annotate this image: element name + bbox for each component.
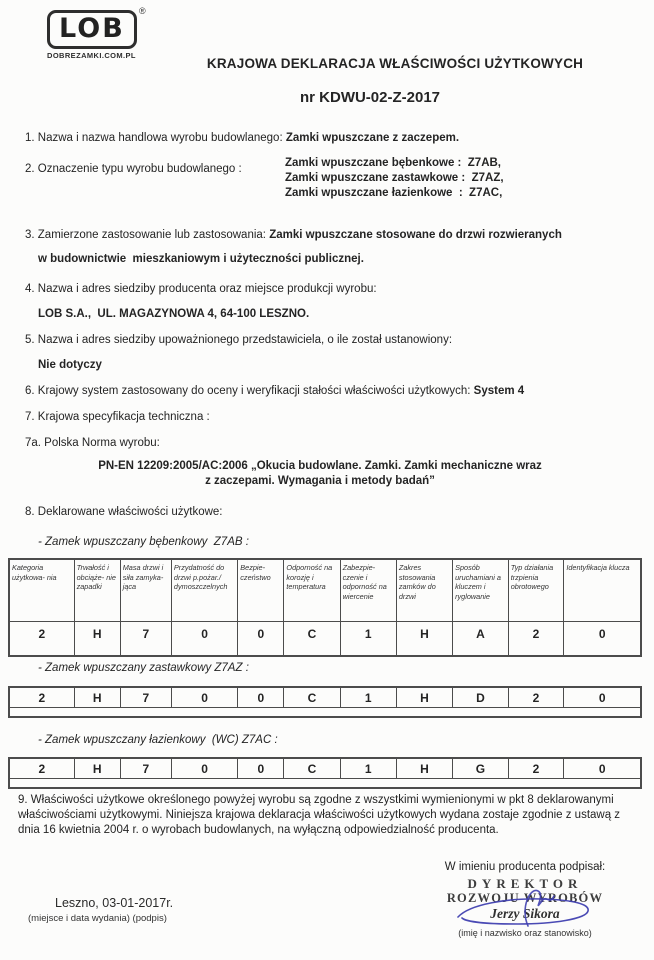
header-cell: Identyfikacja klucza — [564, 559, 641, 622]
header-cell: Bezpie- czeństwo — [238, 559, 284, 622]
item-6-value: System 4 — [473, 385, 525, 397]
value-cell: 1 — [340, 622, 396, 657]
value-cell: H — [74, 622, 120, 657]
performance-table-z7ac — [8, 757, 642, 789]
value-cell: C — [284, 687, 340, 708]
table-value-row — [9, 687, 641, 708]
signature-flourish — [525, 891, 554, 926]
value-cell: 2 — [508, 622, 564, 657]
signatory-name: Jerzy Sikora — [490, 906, 560, 921]
signature-heading: W imieniu producenta podpisał: — [444, 861, 606, 873]
item-3-label: 3. Zamierzone zastosowanie lub zastosowania: — [25, 229, 270, 241]
header-cell: Masa drzwi i siła zamyka- jąca — [120, 559, 171, 622]
value-cell: 0 — [564, 687, 641, 708]
value-cell: H — [396, 687, 452, 708]
table-value-row — [9, 622, 641, 657]
value-cell: D — [453, 687, 509, 708]
place-and-date: Leszno, 03-01-2017r. — [55, 896, 174, 910]
signature-loop — [458, 899, 588, 924]
header-cell: Odporność na korozję i temperatura — [284, 559, 340, 622]
item-8-label: 8. Deklarowane właściwości użytkowe: — [25, 506, 223, 518]
document-number: nr KDWU-02-Z-2017 — [299, 89, 441, 106]
value-cell: 1 — [340, 758, 396, 779]
value-cell: 7 — [120, 687, 171, 708]
table-bottom-strip — [9, 779, 641, 789]
item-5-value: Nie dotyczy — [38, 359, 102, 371]
value-cell: 2 — [508, 758, 564, 779]
value-cell: 2 — [9, 622, 74, 657]
item-4-value: LOB S.A., UL. MAGAZYNOWA 4, 64-100 LESZNO. — [38, 308, 310, 320]
item-6-label: 6. Krajowy system zastosowany do oceny i weryfikacji stałości właściwości użytkowych: — [25, 385, 474, 397]
table-caption-z7ab: - Zamek wpuszczany bębenkowy Z7AB : — [38, 536, 249, 548]
value-cell: 2 — [9, 687, 74, 708]
item-2-label: 2. Oznaczenie typu wyrobu budowlanego : — [25, 163, 242, 175]
stamp-title-line: DYREKTOR — [467, 876, 583, 891]
header-cell: Zakres stosowania zamków do drzwi — [396, 559, 452, 622]
value-cell: 0 — [238, 687, 284, 708]
place-date-caption: (miejsce i data wydania) (podpis) — [28, 913, 167, 924]
value-cell: 0 — [171, 758, 237, 779]
performance-table-z7ab — [8, 558, 642, 657]
value-cell: 7 — [120, 758, 171, 779]
value-cell: 1 — [340, 687, 396, 708]
header-cell: Typ działania trzpienia obrotowego — [508, 559, 564, 622]
lob-logo-box — [47, 10, 137, 49]
item-6 — [25, 384, 524, 399]
item-4-label: 4. Nazwa i adres siedziby producenta oraz miejsce produkcji wyrobu: — [25, 283, 377, 295]
value-cell: 0 — [564, 622, 641, 657]
logo-tagline: DOBREZAMKI.COM.PL — [47, 51, 136, 60]
item-3 — [25, 228, 562, 243]
header-cell: Przydatność do drzwi p.pożar./ dymoszczelnych — [171, 559, 237, 622]
value-cell: 2 — [9, 758, 74, 779]
table-caption-z7ac: - Zamek wpuszczany łazienkowy (WC) Z7AC : — [38, 734, 278, 746]
stamp-title-line: ROZWOJU WYROBÓW — [446, 891, 604, 905]
header-cell: Trwałość i obciąże- nie zapadki — [74, 559, 120, 622]
item-2-type-line: Zamki wpuszczane bębenkowe : Z7AB, — [285, 157, 501, 169]
header-cell: Sposób uruchamiani a kluczem i ryglowanie — [453, 559, 509, 622]
value-cell: 7 — [120, 622, 171, 657]
registered-trademark-icon: ® — [139, 6, 146, 16]
table-caption-z7az: - Zamek wpuszczany zastawkowy Z7AZ : — [38, 662, 249, 674]
item-2-type-line: Zamki wpuszczane zastawkowe : Z7AZ, — [285, 172, 504, 184]
value-cell: C — [284, 758, 340, 779]
item-1-value: Zamki wpuszczane z zaczepem. — [285, 132, 460, 144]
item-2-type-list — [285, 156, 504, 201]
product-norm — [60, 459, 580, 489]
item-7a-label: 7a. Polska Norma wyrobu: — [25, 437, 160, 449]
header-cell: Kategoria użytkowa- nia — [9, 559, 74, 622]
value-cell: 2 — [508, 687, 564, 708]
header-cell: Zabezpie- czenie i odporność na wiercenie — [340, 559, 396, 622]
table-value-row — [9, 758, 641, 779]
document-title: KRAJOWA DEKLARACJA WŁAŚCIWOŚCI UŻYTKOWYCH — [206, 56, 584, 71]
item-7-label: 7. Krajowa specyfikacja techniczna : — [25, 411, 210, 423]
value-cell: 0 — [564, 758, 641, 779]
value-cell: H — [396, 622, 452, 657]
value-cell: A — [453, 622, 509, 657]
value-cell: C — [284, 622, 340, 657]
value-cell: H — [74, 687, 120, 708]
norm-line-1: PN-EN 12209:2005/AC:2006 „Okucia budowlane. Zamki. Zamki mechaniczne wraz — [98, 460, 542, 472]
table-bottom-strip — [9, 708, 641, 718]
value-cell: 0 — [171, 622, 237, 657]
performance-table-z7az — [8, 686, 642, 718]
item-1 — [25, 131, 459, 146]
item-9-declaration: 9. Właściwości użytkowe określonego powyżej wyrobu są zgodne z wszystkimi wymienionymi w pkt 8 deklarowanymi właściwościami użytkowymi. Niniejsza krajowa deklaracja właściwości użytkowych wydana zostaje zgodnie z ustawą z dnia 16 kwietnia 2004 r. o wyrobach budowlanych, na wyłączną odpowiedzialność producenta. — [18, 794, 621, 836]
value-cell: G — [453, 758, 509, 779]
value-cell: 0 — [171, 687, 237, 708]
item-3-value: Zamki wpuszczane stosowane do drzwi rozwieranych — [269, 229, 562, 241]
lob-logo — [47, 6, 167, 60]
signature-caption: (imię i nazwisko oraz stanowisko) — [458, 928, 592, 938]
value-cell: 0 — [238, 622, 284, 657]
item-3-value-line2: w budownictwie mieszkaniowym i użyteczności publicznej. — [38, 253, 364, 265]
value-cell: H — [396, 758, 452, 779]
norm-line-2: z zaczepami. Wymagania i metody badań” — [205, 475, 435, 487]
item-2-type-line: Zamki wpuszczane łazienkowe : Z7AC, — [285, 187, 503, 199]
handwritten-signature — [448, 882, 598, 934]
logo-text: LOB — [59, 13, 125, 44]
table-header-row — [9, 559, 641, 622]
item-5-label: 5. Nazwa i adres siedziby upoważnionego przedstawiciela, o ile został ustanowiony: — [25, 334, 453, 346]
item-1-label: 1. Nazwa i nazwa handlowa wyrobu budowlanego: — [25, 132, 286, 144]
value-cell: 0 — [238, 758, 284, 779]
value-cell: H — [74, 758, 120, 779]
